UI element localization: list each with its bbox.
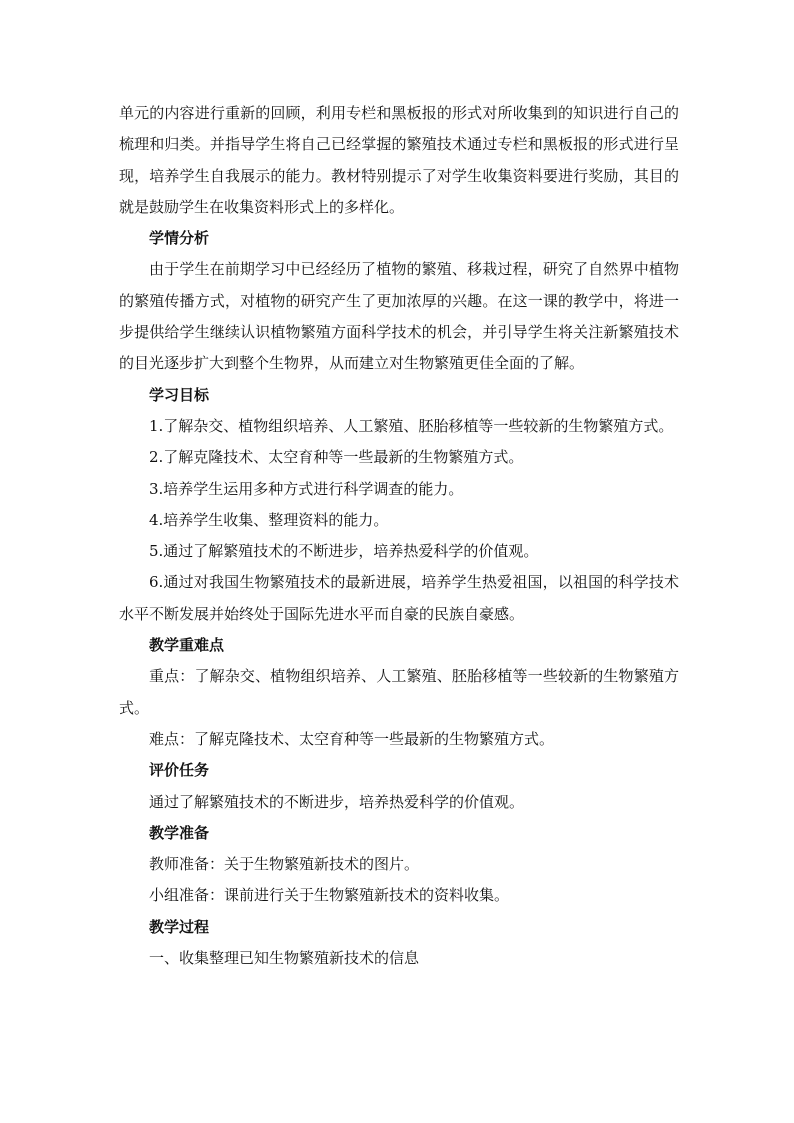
evaluation-heading: 评价任务 (149, 761, 210, 780)
goals-heading: 学习目标 (149, 385, 210, 404)
process-step-1: 一、收集整理已知生物繁殖新技术的信息 (149, 949, 420, 968)
analysis-paragraph: 由于学生在前期学习中已经经历了植物的繁殖、移栽过程，研究了自然界中植物的繁殖传播方式，对植物的研究产生了更加浓厚的兴趣。在这一课的教学中，将进一步提供给学生继续认识植物繁殖方面科学技术的机会，并引导学生将关注新繁殖技术的目光逐步扩大到整个生物界，从而建立对生物繁殖更佳全面的了解。 (119, 260, 679, 373)
goal-item-4: 4.培养学生收集、整理资料的能力。 (149, 510, 389, 529)
preparation-teacher: 教师准备：关于生物繁殖新技术的图片。 (149, 855, 420, 874)
document-page (119, 98, 679, 974)
keypoints-heading: 教学重难点 (149, 636, 225, 655)
evaluation-paragraph: 通过了解繁殖技术的不断进步，培养热爱科学的价值观。 (149, 792, 525, 811)
keypoints-difficulty: 难点：了解克隆技术、太空育种等一些最新的生物繁殖方式。 (149, 729, 555, 748)
preparation-heading: 教学准备 (149, 823, 210, 842)
process-heading: 教学过程 (149, 917, 210, 936)
goal-item-2: 2.了解克隆技术、太空育种等一些最新的生物繁殖方式。 (149, 448, 524, 467)
goal-item-1: 1.了解杂交、植物组织培养、人工繁殖、胚胎移植等一些较新的生物繁殖方式。 (149, 416, 674, 435)
goal-item-3: 3.培养学生运用多种方式进行科学调查的能力。 (149, 479, 464, 498)
analysis-heading: 学情分析 (149, 229, 210, 248)
intro-paragraph: 单元的内容进行重新的回顾，利用专栏和黑板报的形式对所收集到的知识进行自己的梳理和归类。并指导学生将自己已经掌握的繁殖技术通过专栏和黑板报的形式进行呈现，培养学生自我展示的能力。教材特别提示了对学生收集资料要进行奖励，其目的就是鼓励学生在收集资料形式上的多样化。 (119, 104, 679, 216)
keypoints-focus: 重点：了解杂交、植物组织培养、人工繁殖、胚胎移植等一些较新的生物繁殖方式。 (119, 667, 679, 717)
goal-item-5: 5.通过了解繁殖技术的不断进步，培养热爱科学的价值观。 (149, 542, 539, 561)
goal-item-6: 6.通过对我国生物繁殖技术的最新进展，培养学生热爱祖国，以祖国的科学技术水平不断发展并始终处于国际先进水平而自豪的民族自豪感。 (119, 573, 679, 623)
preparation-group: 小组准备：课前进行关于生物繁殖新技术的资料收集。 (149, 886, 510, 905)
